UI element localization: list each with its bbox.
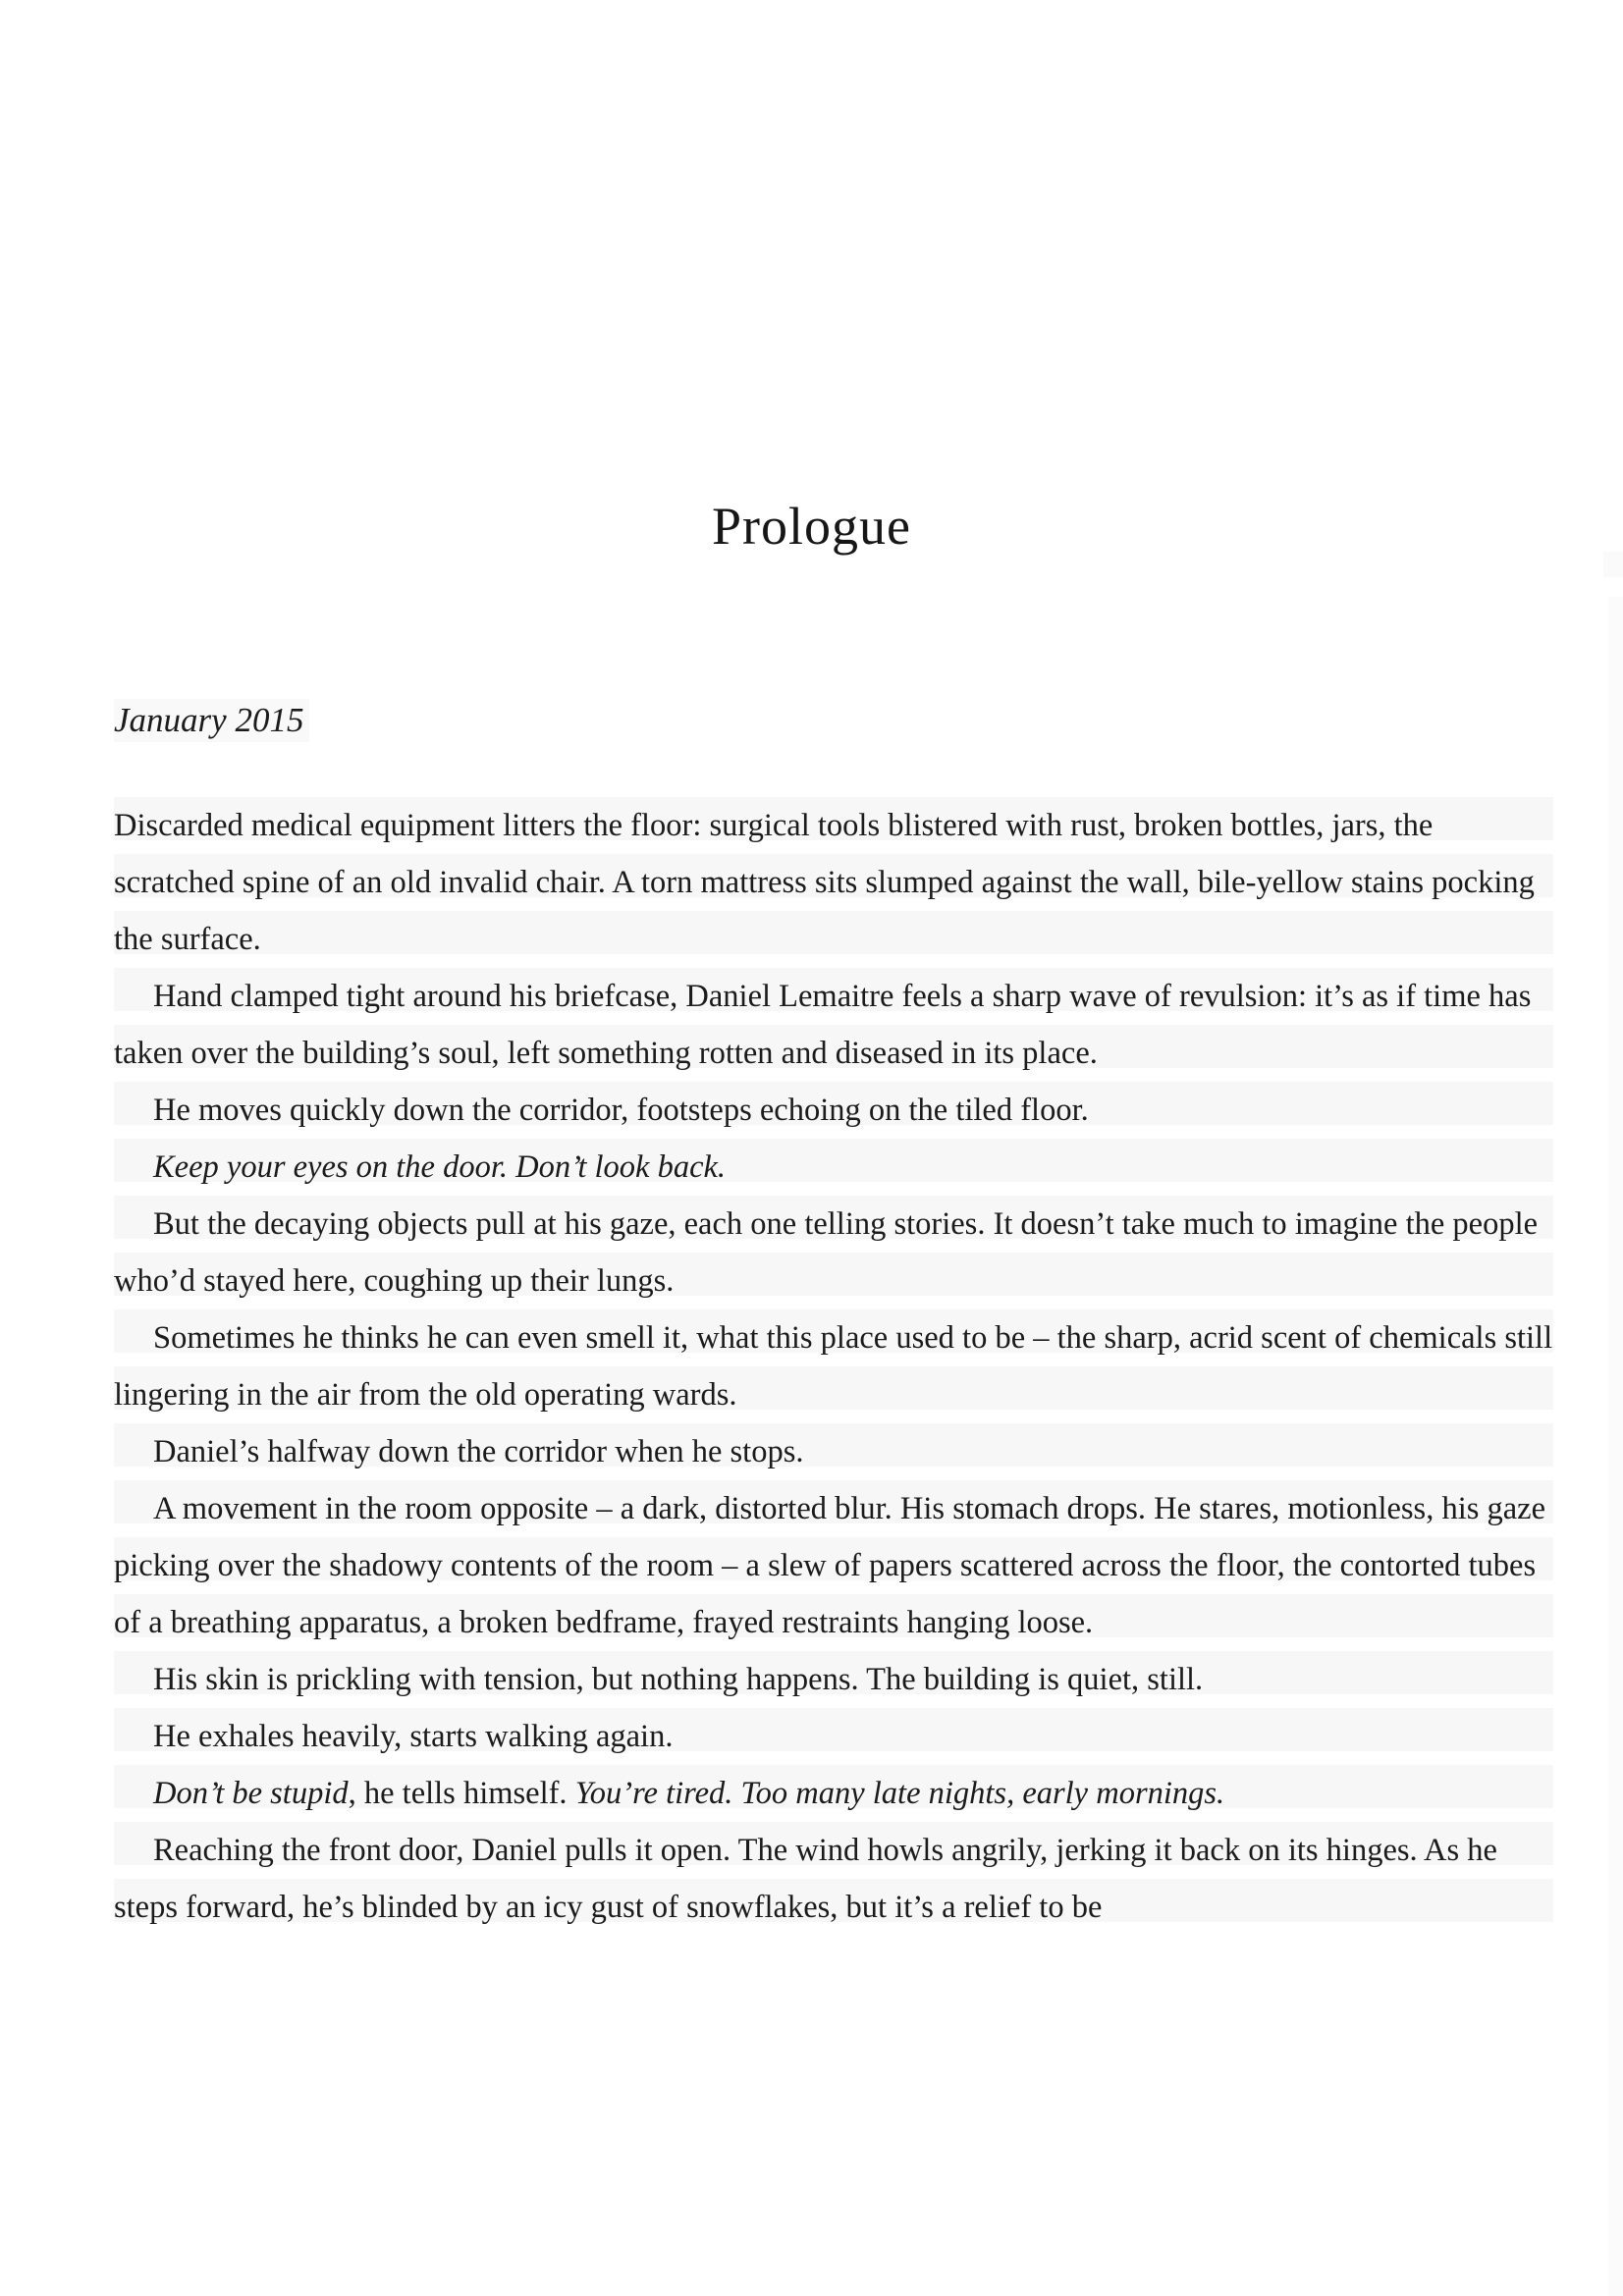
dateline: January 2015	[114, 699, 309, 742]
text-segment: Reaching the front door, Daniel pulls it open. The wind howls angrily, jerking it back on its hinges. As he steps forward, he’s blinded by an icy gust of snowflakes, but it’s a relief to be	[114, 1833, 1497, 1925]
text-segment: , he tells himself.	[348, 1776, 575, 1811]
text-segment: Sometimes he thinks he can even smell it, what this place used to be – the sharp, acrid scent of chemicals still lingering in the air from the old operating wards.	[114, 1320, 1553, 1413]
text-segment: He moves quickly down the corridor, footsteps echoing on the tiled floor.	[153, 1093, 1089, 1128]
text-segment: Daniel’s halfway down the corridor when he stops.	[153, 1434, 804, 1469]
body-text	[114, 797, 1553, 1936]
text-segment: His skin is prickling with tension, but nothing happens. The building is quiet, still.	[153, 1662, 1204, 1697]
text-segment: But the decaying objects pull at his gaze, each one telling stories. It doesn’t take much to imagine the people who’d stayed here, coughing up their lungs.	[114, 1206, 1539, 1299]
italic-text-segment: You’re tired. Too many late nights, early mornings.	[574, 1776, 1225, 1811]
paragraph	[114, 797, 1553, 968]
text-segment: Hand clamped tight around his briefcase, Daniel Lemaitre feels a sharp wave of revulsion: it’s as if time has taken over the building’s soul, left something rotten and diseased in its place.	[114, 979, 1532, 1071]
paragraph	[114, 1822, 1553, 1936]
paragraph	[114, 1708, 1553, 1765]
paragraph	[114, 1196, 1553, 1309]
paragraph	[114, 1139, 1553, 1196]
italic-text-segment: Don’t be stupid	[153, 1776, 349, 1811]
paragraph	[114, 1765, 1553, 1822]
text-segment: A movement in the room opposite – a dark, distorted blur. His stomach drops. He stares, motionless, his gaze picking over the shadowy contents of the room – a slew of papers scattered across the floor, the contorted tubes of a breathing apparatus, a broken bedframe, frayed restraints hanging loose.	[114, 1491, 1546, 1640]
italic-text-segment: Keep your eyes on the door. Don’t look back.	[153, 1149, 727, 1185]
text-segment: He exhales heavily, starts walking again.	[153, 1719, 674, 1754]
paragraph	[114, 1480, 1553, 1651]
text-segment: Discarded medical equipment litters the floor: surgical tools blistered with rust, broken bottles, jars, the scratched spine of an old invalid chair. A torn mattress sits slumped against the wall, bile-yellow stains pocking the surface.	[114, 808, 1535, 957]
paragraph	[114, 1651, 1553, 1708]
paragraph	[114, 1309, 1553, 1423]
scan-edge-artifact	[1603, 552, 1623, 577]
paragraph	[114, 1423, 1553, 1480]
scan-edge-artifact	[1608, 597, 1623, 2296]
paragraph	[114, 968, 1553, 1082]
chapter-title: Prologue	[712, 497, 911, 556]
paragraph	[114, 1082, 1553, 1139]
